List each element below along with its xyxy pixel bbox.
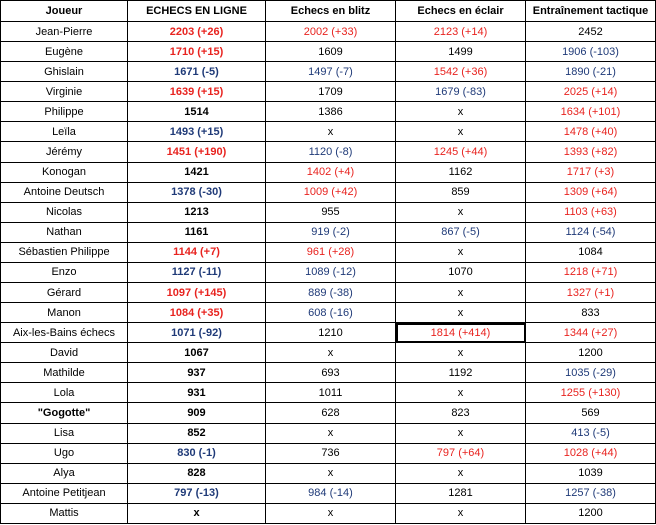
- tactics-training-cell: 1200: [526, 343, 656, 363]
- bullet-cell: x: [396, 463, 526, 483]
- tactics-training-cell: 1124 (-54): [526, 222, 656, 242]
- bullet-cell: 823: [396, 403, 526, 423]
- tactics-training-cell: 1035 (-29): [526, 363, 656, 383]
- tactics-training-cell: 1327 (+1): [526, 283, 656, 303]
- online-chess-cell: 852: [128, 423, 266, 443]
- blitz-cell: 1609: [266, 42, 396, 62]
- table-row: [1, 423, 656, 443]
- tactics-training-cell: 1200: [526, 503, 656, 523]
- online-chess-cell: 2203 (+26): [128, 22, 266, 42]
- tactics-training-cell: 2452: [526, 22, 656, 42]
- player-name-cell: Sébastien Philippe: [1, 242, 128, 262]
- blitz-cell: 889 (-38): [266, 283, 396, 303]
- tactics-training-cell: 569: [526, 403, 656, 423]
- table-row: [1, 463, 656, 483]
- bullet-cell: x: [396, 303, 526, 323]
- online-chess-cell: 1213: [128, 202, 266, 222]
- blitz-cell: 984 (-14): [266, 483, 396, 503]
- blitz-cell: 1709: [266, 82, 396, 102]
- blitz-cell: x: [266, 463, 396, 483]
- bullet-cell: x: [396, 202, 526, 222]
- tactics-training-cell: 1344 (+27): [526, 323, 656, 343]
- table-row: [1, 503, 656, 523]
- bullet-cell: x: [396, 102, 526, 122]
- player-name-cell: Aix-les-Bains échecs: [1, 323, 128, 343]
- tactics-training-cell: 1906 (-103): [526, 42, 656, 62]
- table-row: [1, 403, 656, 423]
- blitz-cell: 693: [266, 363, 396, 383]
- online-chess-cell: 909: [128, 403, 266, 423]
- online-chess-cell: 797 (-13): [128, 483, 266, 503]
- online-chess-cell: 1514: [128, 102, 266, 122]
- tactics-training-cell: 1255 (+130): [526, 383, 656, 403]
- player-name-cell: Gérard: [1, 283, 128, 303]
- bullet-cell: 2123 (+14): [396, 22, 526, 42]
- online-chess-cell: 1144 (+7): [128, 242, 266, 262]
- blitz-cell: 1120 (-8): [266, 142, 396, 162]
- bullet-cell: x: [396, 503, 526, 523]
- tactics-training-cell: 833: [526, 303, 656, 323]
- blitz-cell: 919 (-2): [266, 222, 396, 242]
- online-chess-cell: 1097 (+145): [128, 283, 266, 303]
- bullet-cell: 859: [396, 182, 526, 202]
- bullet-cell: 1162: [396, 162, 526, 182]
- table-row: [1, 182, 656, 202]
- player-name-cell: Philippe: [1, 102, 128, 122]
- tactics-training-cell: 1257 (-38): [526, 483, 656, 503]
- blitz-cell: 1011: [266, 383, 396, 403]
- online-chess-cell: 1451 (+190): [128, 142, 266, 162]
- online-chess-cell: 931: [128, 383, 266, 403]
- online-chess-cell: 1710 (+15): [128, 42, 266, 62]
- online-chess-cell: 1378 (-30): [128, 182, 266, 202]
- table-row: [1, 42, 656, 62]
- bullet-cell: x: [396, 283, 526, 303]
- bullet-cell: 867 (-5): [396, 222, 526, 242]
- online-chess-cell: 1421: [128, 162, 266, 182]
- bullet-cell: 1499: [396, 42, 526, 62]
- player-name-cell: Mattis: [1, 503, 128, 523]
- player-name-cell: Jérémy: [1, 142, 128, 162]
- bullet-cell: x: [396, 383, 526, 403]
- online-chess-cell: 1671 (-5): [128, 62, 266, 82]
- header-player: Joueur: [1, 1, 128, 22]
- table-row: [1, 323, 656, 343]
- tactics-training-cell: 1717 (+3): [526, 162, 656, 182]
- table-row: [1, 122, 656, 142]
- player-name-cell: Leïla: [1, 122, 128, 142]
- player-name-cell: Manon: [1, 303, 128, 323]
- bullet-cell: x: [396, 242, 526, 262]
- table-row: [1, 162, 656, 182]
- player-name-cell: Lola: [1, 383, 128, 403]
- online-chess-cell: 828: [128, 463, 266, 483]
- player-name-cell: Alya: [1, 463, 128, 483]
- header-online-chess: ECHECS EN LIGNE: [128, 1, 266, 22]
- tactics-training-cell: 1103 (+63): [526, 202, 656, 222]
- player-name-cell: Ghislain: [1, 62, 128, 82]
- online-chess-cell: 1067: [128, 343, 266, 363]
- table-row: [1, 363, 656, 383]
- player-name-cell: Antoine Deutsch: [1, 182, 128, 202]
- header-bullet: Echecs en éclair: [396, 1, 526, 22]
- table-row: [1, 22, 656, 42]
- player-name-cell: Nicolas: [1, 202, 128, 222]
- player-name-cell: Nathan: [1, 222, 128, 242]
- online-chess-cell: 1639 (+15): [128, 82, 266, 102]
- blitz-cell: 628: [266, 403, 396, 423]
- blitz-cell: x: [266, 503, 396, 523]
- blitz-cell: x: [266, 122, 396, 142]
- blitz-cell: 1402 (+4): [266, 162, 396, 182]
- player-name-cell: David: [1, 343, 128, 363]
- player-name-cell: Eugène: [1, 42, 128, 62]
- table-header: [1, 1, 656, 22]
- table-row: [1, 343, 656, 363]
- blitz-cell: 1210: [266, 323, 396, 343]
- table-row: [1, 62, 656, 82]
- online-chess-cell: 937: [128, 363, 266, 383]
- bullet-cell: x: [396, 423, 526, 443]
- online-chess-cell: 1084 (+35): [128, 303, 266, 323]
- table-row: [1, 483, 656, 503]
- online-chess-cell: 1493 (+15): [128, 122, 266, 142]
- player-name-cell: Mathilde: [1, 363, 128, 383]
- table-row: [1, 242, 656, 262]
- player-name-cell: Virginie: [1, 82, 128, 102]
- player-name-cell: Enzo: [1, 262, 128, 282]
- tactics-training-cell: 1218 (+71): [526, 262, 656, 282]
- player-name-cell: Jean-Pierre: [1, 22, 128, 42]
- table-row: [1, 303, 656, 323]
- blitz-cell: 1386: [266, 102, 396, 122]
- online-chess-cell: 1127 (-11): [128, 262, 266, 282]
- player-name-cell: Ugo: [1, 443, 128, 463]
- table-row: [1, 102, 656, 122]
- blitz-cell: 1089 (-12): [266, 262, 396, 282]
- blitz-cell: 955: [266, 202, 396, 222]
- online-chess-cell: 1161: [128, 222, 266, 242]
- bullet-cell: 1192: [396, 363, 526, 383]
- tactics-training-cell: 1028 (+44): [526, 443, 656, 463]
- bullet-cell: 1542 (+36): [396, 62, 526, 82]
- online-chess-cell: x: [128, 503, 266, 523]
- bullet-cell: x: [396, 343, 526, 363]
- header-tactics-training: Entraînement tactique: [526, 1, 656, 22]
- table-row: [1, 262, 656, 282]
- tactics-training-cell: 1309 (+64): [526, 182, 656, 202]
- bullet-cell: 1679 (-83): [396, 82, 526, 102]
- table-row: [1, 222, 656, 242]
- tactics-training-cell: 413 (-5): [526, 423, 656, 443]
- player-name-cell: Antoine Petitjean: [1, 483, 128, 503]
- blitz-cell: 961 (+28): [266, 242, 396, 262]
- blitz-cell: 1497 (-7): [266, 62, 396, 82]
- tactics-training-cell: 1393 (+82): [526, 142, 656, 162]
- table-row: [1, 82, 656, 102]
- online-chess-cell: 830 (-1): [128, 443, 266, 463]
- tactics-training-cell: 1478 (+40): [526, 122, 656, 142]
- online-chess-cell: 1071 (-92): [128, 323, 266, 343]
- bullet-cell: x: [396, 122, 526, 142]
- blitz-cell: x: [266, 423, 396, 443]
- header-blitz: Echecs en blitz: [266, 1, 396, 22]
- bullet-cell: 1814 (+414): [396, 323, 526, 343]
- table-row: [1, 202, 656, 222]
- blitz-cell: 2002 (+33): [266, 22, 396, 42]
- blitz-cell: 736: [266, 443, 396, 463]
- tactics-training-cell: 1084: [526, 242, 656, 262]
- bullet-cell: 797 (+64): [396, 443, 526, 463]
- blitz-cell: 1009 (+42): [266, 182, 396, 202]
- blitz-cell: 608 (-16): [266, 303, 396, 323]
- player-name-cell: Lisa: [1, 423, 128, 443]
- tactics-training-cell: 1039: [526, 463, 656, 483]
- player-name-cell: Konogan: [1, 162, 128, 182]
- table-row: [1, 142, 656, 162]
- table-row: [1, 383, 656, 403]
- bullet-cell: 1281: [396, 483, 526, 503]
- blitz-cell: x: [266, 343, 396, 363]
- table-row: [1, 283, 656, 303]
- table-row: [1, 443, 656, 463]
- tactics-training-cell: 1890 (-21): [526, 62, 656, 82]
- header-row: [1, 1, 656, 22]
- tactics-training-cell: 1634 (+101): [526, 102, 656, 122]
- player-name-cell: "Gogotte": [1, 403, 128, 423]
- bullet-cell: 1245 (+44): [396, 142, 526, 162]
- tactics-training-cell: 2025 (+14): [526, 82, 656, 102]
- table-body: [1, 22, 656, 524]
- bullet-cell: 1070: [396, 262, 526, 282]
